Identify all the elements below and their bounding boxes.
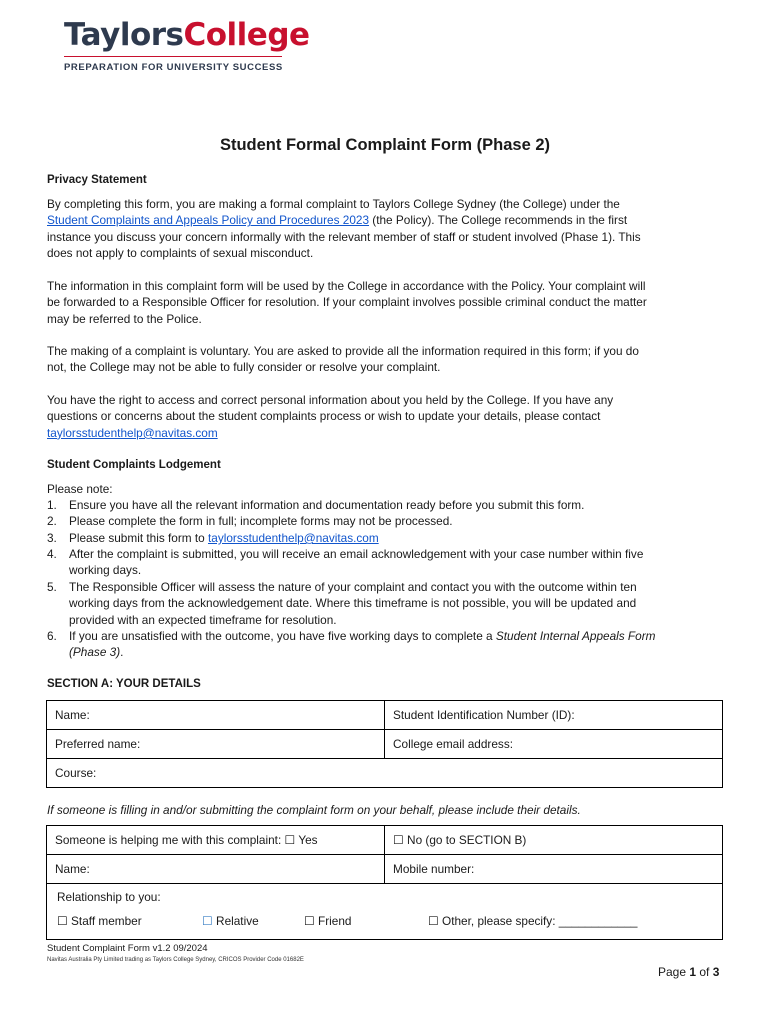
text-line: provided with an expected timeframe for resolution. [69,612,337,627]
list-item [47,530,737,547]
page-title: Student Formal Complaint Form (Phase 2) [219,136,551,154]
field-label: Student Identification Number (ID): [393,708,575,722]
relationship-label: Relationship to you: [57,890,161,904]
page-current: 1 [689,965,697,979]
privacy-paragraph-2 [47,278,727,327]
privacy-paragraph-4 [47,392,727,441]
text-line: After the complaint is submitted, you will receive an email acknowledgement with your case number within five [69,547,644,561]
help-email-link[interactable]: taylorsstudenthelp@navitas.com [47,425,218,440]
helper-table [46,825,723,940]
option-label: Staff member [67,914,142,928]
text-line: not, the College may not be able to fully consider or resolve your complaint. [47,360,441,375]
text-line: instance you discuss your concern informally with the relevant member of staff or student involved (Phase 1). This [47,229,641,244]
list-text [69,579,729,628]
other-option[interactable] [428,914,638,928]
text-line: questions or concerns about the student complaints process or wish to update your details, please contact [47,409,601,424]
checkbox-icon[interactable]: ☐ [57,914,68,928]
text-line [69,628,729,644]
list-text [69,628,729,661]
appeals-form-phase: (Phase 3) [69,645,121,660]
list-item [47,497,737,514]
footer-version: Student Complaint Form v1.2 09/2024 [47,943,208,954]
helper-intro: If someone is filling in and/or submitting the complaint form on your behalf, please include their details. [47,803,581,817]
page-total: 3 [712,965,720,979]
text-line: be forwarded to a Responsible Officer for resolution. If your complaint involves possible criminal conduct the matter [47,295,647,310]
preferred-name-field[interactable] [47,730,385,759]
text-span: . [120,645,124,660]
field-label: College email address: [393,737,513,751]
logo-part-taylors: Taylors [64,17,184,53]
text-line: does not apply to complaints of sexual misconduct. [47,246,314,261]
page-number [658,965,719,979]
text-span: If you are unsatisfied with the outcome, you have five working days to complete a [69,629,496,643]
helper-no-cell [385,826,723,855]
privacy-paragraph-3 [47,343,727,376]
list-number: 1. [47,498,57,512]
list-item [47,579,737,629]
option-label: Relative [212,914,259,928]
list-item [47,546,737,580]
text-line: You have the right to access and correct personal information about you held by the College. If you have any [47,393,614,407]
option-label: Yes [295,833,318,847]
helper-name-field[interactable] [47,855,385,884]
helper-question-cell [47,826,385,855]
text-line [47,212,727,228]
option-label: Other, please specify: ____________ [438,914,638,928]
list-number: 4. [47,547,57,561]
lodgement-note: Please note: [47,482,113,496]
list-text: Ensure you have all the relevant information and documentation ready before you submit this form. [69,498,585,512]
list-item [47,513,737,530]
appeals-form-name: Student Internal Appeals Form [495,629,656,643]
logo-part-college: College [183,17,310,53]
college-email-field[interactable] [385,730,723,759]
text-line: may be referred to the Police. [47,311,202,326]
privacy-paragraph-1 [47,196,727,262]
list-number: 2. [47,514,57,528]
field-label: Mobile number: [393,862,475,876]
checkbox-icon[interactable]: ☐ [393,833,404,847]
relative-option[interactable] [202,914,259,928]
text-line: working days. [69,563,142,578]
checkbox-icon[interactable]: ☐ [284,833,296,847]
lodgement-heading: Student Complaints Lodgement [47,459,221,471]
field-label: Preferred name: [55,737,141,751]
text-line [69,644,729,660]
option-label: No (go to SECTION B) [403,833,527,847]
no-option[interactable] [393,833,526,847]
section-a-heading: SECTION A: YOUR DETAILS [47,678,201,690]
text-span: Please submit this form to [69,531,208,545]
submit-email-link[interactable]: taylorsstudenthelp@navitas.com [208,531,379,545]
list-text [69,530,729,546]
footer-legal: Navitas Australia Pty Limited trading as Taylors College Sydney, CRICOS Provider Code 01682E [47,957,304,963]
student-id-field[interactable] [385,701,723,730]
page-word: Page [658,965,690,979]
text-line: The Responsible Officer will assess the nature of your complaint and contact you with the outcome within ten [69,580,637,594]
list-number: 3. [47,531,57,545]
text-line: By completing this form, you are making a formal complaint to Taylors College Sydney (the College) under the [47,197,620,211]
name-field[interactable] [47,701,385,730]
course-field[interactable] [47,759,723,788]
option-label: Friend [314,914,352,928]
text-line: The information in this complaint form will be used by the College in accordance with the Policy. Your complaint will [47,279,646,293]
logo [64,17,310,53]
of-word: of [696,965,713,979]
text-span: (the Policy). The College recommends in the first [369,213,628,228]
text-line: working days from the acknowledgement date. Where this timeframe is not possible, you will be updated and [69,596,637,611]
staff-member-option[interactable] [57,914,142,928]
policy-link[interactable]: Student Complaints and Appeals Policy and Procedures 2023 [47,213,370,228]
privacy-heading: Privacy Statement [47,174,147,186]
friend-option[interactable] [304,914,351,928]
list-number: 6. [47,629,57,643]
logo-tagline: PREPARATION FOR UNIVERSITY SUCCESS [64,62,283,73]
helper-question-label: Someone is helping me with this complaint: [55,833,285,847]
relationship-cell [47,884,723,940]
list-number: 5. [47,580,57,594]
list-item [47,628,737,662]
text-line: The making of a complaint is voluntary. You are asked to provide all the information required in this form; if you do [47,344,639,358]
text-line [47,425,727,441]
section-a-table [46,700,723,788]
logo-wordmark [64,17,310,53]
yes-option[interactable] [285,833,318,847]
checkbox-icon[interactable]: ☐ [304,914,315,928]
list-text [69,546,729,579]
logo-divider [64,56,282,57]
checkbox-icon[interactable]: ☐ [202,914,213,928]
field-label: Name: [55,862,90,876]
list-text: Please complete the form in full; incomplete forms may not be processed. [69,514,453,528]
field-label: Name: [55,708,90,722]
field-label: Course: [55,766,97,780]
helper-mobile-field[interactable] [385,855,723,884]
checkbox-icon[interactable]: ☐ [428,914,439,928]
